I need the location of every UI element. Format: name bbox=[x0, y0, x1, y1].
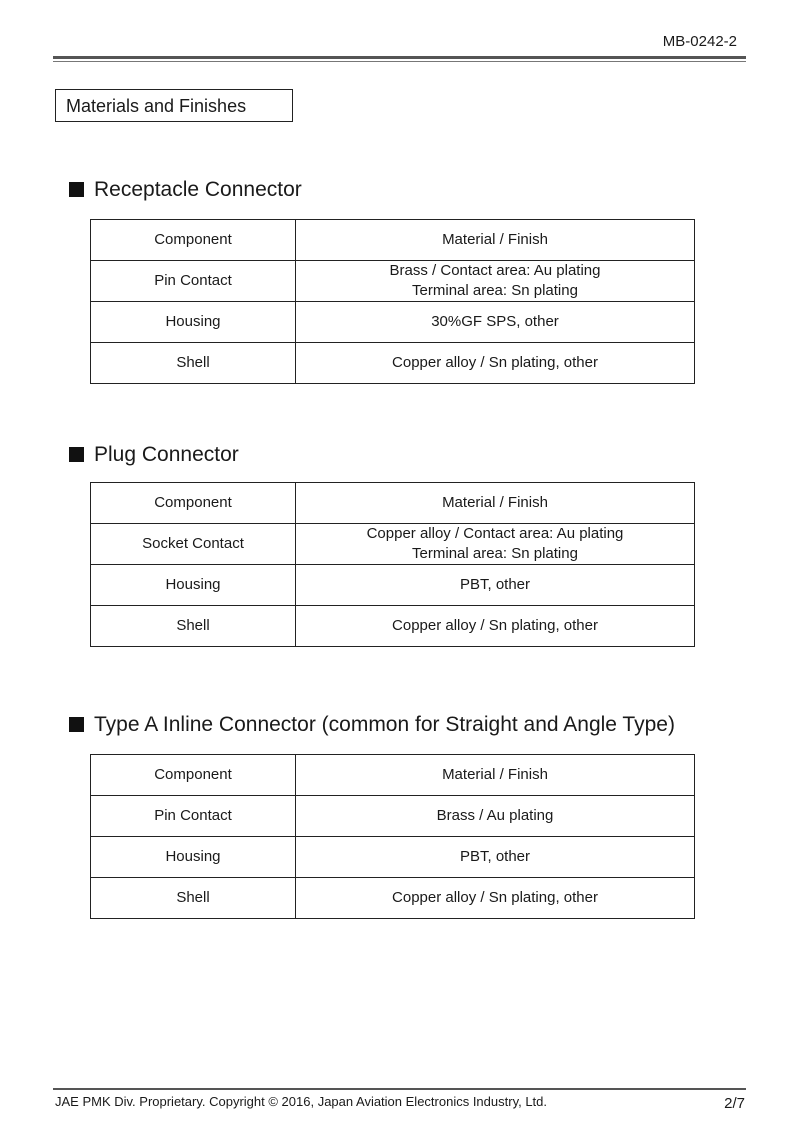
header-component: Component bbox=[91, 755, 296, 796]
component-cell: Pin Contact bbox=[91, 261, 296, 302]
table-row bbox=[91, 524, 695, 565]
table-row bbox=[91, 837, 695, 878]
material-cell: Copper alloy / Sn plating, other bbox=[296, 343, 695, 384]
section-title-box: Materials and Finishes bbox=[55, 89, 293, 122]
page-number: 2/7 bbox=[724, 1095, 745, 1112]
table-row bbox=[91, 796, 695, 837]
table-row bbox=[91, 878, 695, 919]
receptacle-heading bbox=[69, 178, 302, 202]
inline-table bbox=[90, 754, 695, 919]
component-cell: Pin Contact bbox=[91, 796, 296, 837]
square-bullet-icon bbox=[69, 182, 84, 197]
header-material: Material / Finish bbox=[296, 483, 695, 524]
component-cell: Housing bbox=[91, 837, 296, 878]
material-cell: PBT, other bbox=[296, 837, 695, 878]
header-material: Material / Finish bbox=[296, 220, 695, 261]
material-line: Terminal area: Sn plating bbox=[412, 545, 578, 562]
footer-copyright: JAE PMK Div. Proprietary. Copyright © 2016, Japan Aviation Electronics Industry, Ltd. bbox=[55, 1094, 548, 1109]
component-cell: Housing bbox=[91, 565, 296, 606]
receptacle-heading-text: Receptacle Connector bbox=[94, 178, 302, 201]
table-header-row bbox=[91, 755, 695, 796]
receptacle-table bbox=[90, 219, 695, 384]
material-cell: Copper alloy / Sn plating, other bbox=[296, 878, 695, 919]
table-header-row bbox=[91, 483, 695, 524]
square-bullet-icon bbox=[69, 717, 84, 732]
material-cell bbox=[296, 261, 695, 302]
component-cell: Shell bbox=[91, 343, 296, 384]
plug-heading-text: Plug Connector bbox=[94, 443, 239, 466]
component-cell: Shell bbox=[91, 606, 296, 647]
footer-rule bbox=[53, 1088, 746, 1090]
plug-heading bbox=[69, 443, 239, 467]
header-component: Component bbox=[91, 220, 296, 261]
table-row bbox=[91, 565, 695, 606]
material-line: Terminal area: Sn plating bbox=[412, 282, 578, 299]
header-rule-thin bbox=[53, 61, 746, 62]
component-cell: Housing bbox=[91, 302, 296, 343]
inline-heading bbox=[69, 713, 675, 737]
component-cell: Socket Contact bbox=[91, 524, 296, 565]
component-cell: Shell bbox=[91, 878, 296, 919]
table-row bbox=[91, 343, 695, 384]
material-cell: Copper alloy / Sn plating, other bbox=[296, 606, 695, 647]
table-header-row bbox=[91, 220, 695, 261]
material-cell bbox=[296, 524, 695, 565]
header-material: Material / Finish bbox=[296, 755, 695, 796]
material-line: Brass / Contact area: Au plating bbox=[389, 262, 601, 279]
table-row bbox=[91, 302, 695, 343]
material-cell: 30%GF SPS, other bbox=[296, 302, 695, 343]
material-line: Copper alloy / Contact area: Au plating bbox=[366, 525, 624, 542]
table-row bbox=[91, 606, 695, 647]
plug-table bbox=[90, 482, 695, 647]
material-cell: PBT, other bbox=[296, 565, 695, 606]
square-bullet-icon bbox=[69, 447, 84, 462]
material-cell: Brass / Au plating bbox=[296, 796, 695, 837]
table-row bbox=[91, 261, 695, 302]
inline-heading-text: Type A Inline Connector (common for Straight and Angle Type) bbox=[94, 713, 675, 736]
header-rule bbox=[53, 56, 746, 59]
document-number: MB-0242-2 bbox=[662, 33, 737, 50]
header-component: Component bbox=[91, 483, 296, 524]
